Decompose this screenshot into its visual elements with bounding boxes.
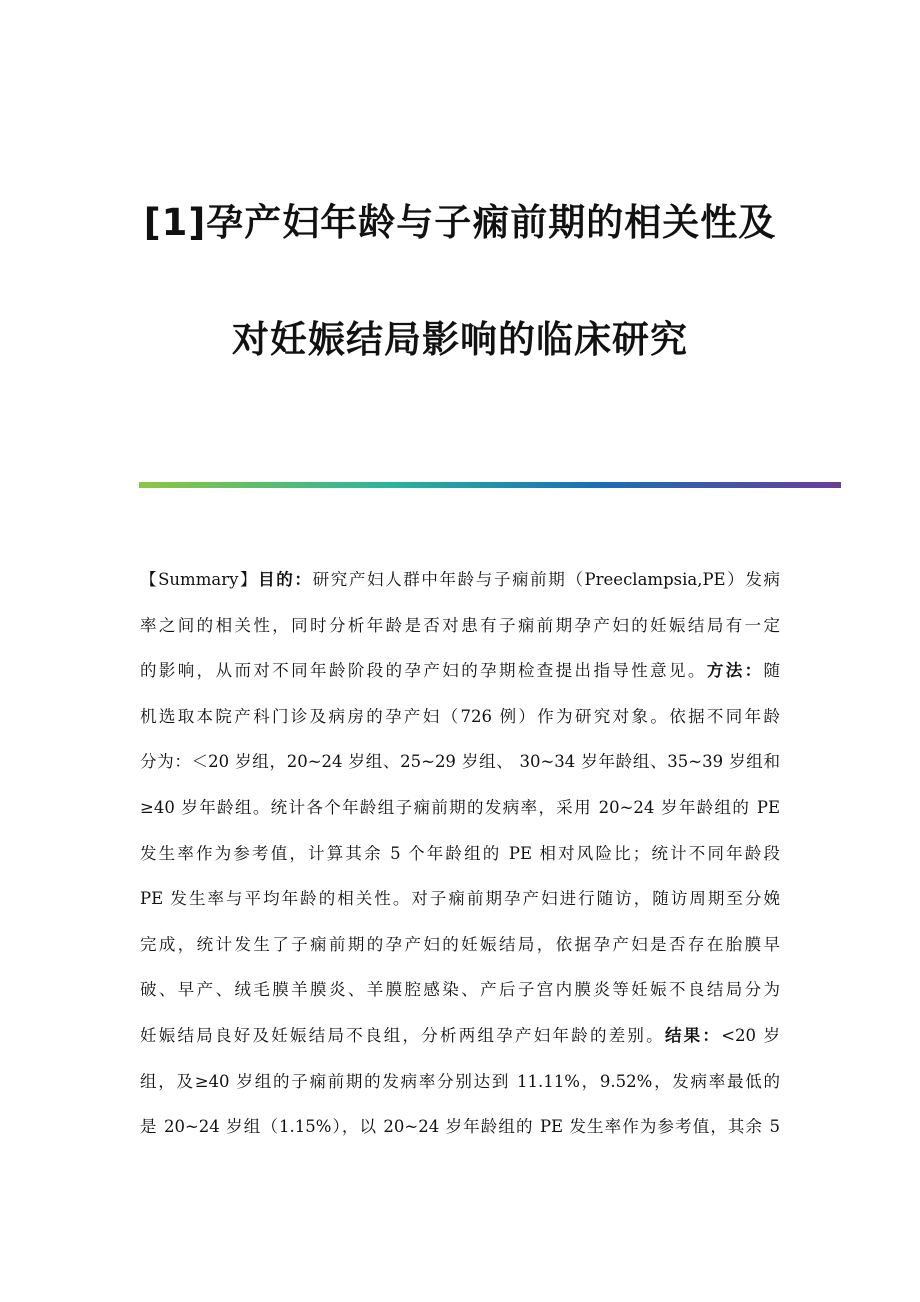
abstract-text: PE 发生率与平均年龄的相关性。对子痫前期孕产妇进行随访，随访周期至分娩: [140, 889, 780, 909]
abstract-line: [140, 972, 780, 1018]
abstract-text: 研究产妇人群中年龄与子痫前期（Preeclampsia,PE）发病: [312, 570, 781, 589]
abstract-line: [140, 790, 780, 836]
abstract-line: [140, 1064, 780, 1110]
abstract-keyword: 方法：: [706, 661, 764, 681]
abstract-line: [140, 562, 780, 608]
abstract-line: [140, 653, 780, 699]
abstract-text: 是 20~24 岁组（1.15%），以 20~24 岁年龄组的 PE 发生率作为参考值，其余 5: [140, 1117, 780, 1137]
abstract-body: [140, 562, 780, 1155]
abstract-text: 妊娠结局良好及妊娠结局不良组，分析两组孕产妇年龄的差别。: [140, 1025, 665, 1045]
paper-title-line-2: 对妊娠结局影响的临床研究: [232, 318, 688, 361]
abstract-line: [140, 881, 780, 927]
abstract-text: 发生率作为参考值，计算其余 5 个年龄组的 PE 相对风险比；统计不同年龄段: [140, 843, 780, 863]
abstract-line: [140, 699, 780, 745]
abstract-text: 随: [763, 661, 781, 681]
abstract-line: [140, 836, 780, 882]
abstract-text: 的影响，从而对不同年龄阶段的孕产妇的孕期检查提出指导性意见。: [140, 661, 707, 681]
abstract-text: 分为：＜20 岁组，20~24 岁组、25~29 岁组、 30~34 岁年龄组、35~39 岁组和: [140, 752, 780, 772]
abstract-text: 率之间的相关性，同时分析年龄是否对患有子痫前期孕产妇的妊娠结局有一定: [140, 615, 780, 635]
abstract-line: [140, 744, 780, 790]
abstract-text: 【Summary】: [140, 570, 259, 589]
abstract-text: 组，及≥40 岁组的子痫前期的发病率分别达到 11.11%，9.52%，发病率最低的: [140, 1071, 780, 1091]
abstract-text: 完成，统计发生了子痫前期的孕产妇的妊娠结局，依据孕产妇是否存在胎膜早: [140, 934, 780, 954]
abstract-text: ≥40 岁年龄组。统计各个年龄组子痫前期的发病率，采用 20~24 岁年龄组的 PE: [140, 797, 780, 817]
abstract-line: [140, 1109, 780, 1155]
abstract-text: 机选取本院产科门诊及病房的孕产妇（726 例）作为研究对象。依据不同年龄: [140, 706, 780, 726]
abstract-text: <20 岁: [721, 1025, 781, 1045]
abstract-line: [140, 608, 780, 654]
abstract-keyword: 目的：: [258, 570, 313, 589]
abstract-keyword: 结果：: [664, 1025, 722, 1045]
gradient-divider: [139, 482, 841, 488]
abstract-line: [140, 1018, 780, 1064]
abstract-line: [140, 927, 780, 973]
paper-title-line-1: [1]孕产妇年龄与子痫前期的相关性及: [143, 201, 777, 244]
abstract-text: 破、早产、绒毛膜羊膜炎、羊膜腔感染、产后子宫内膜炎等妊娠不良结局分为: [140, 980, 780, 1000]
